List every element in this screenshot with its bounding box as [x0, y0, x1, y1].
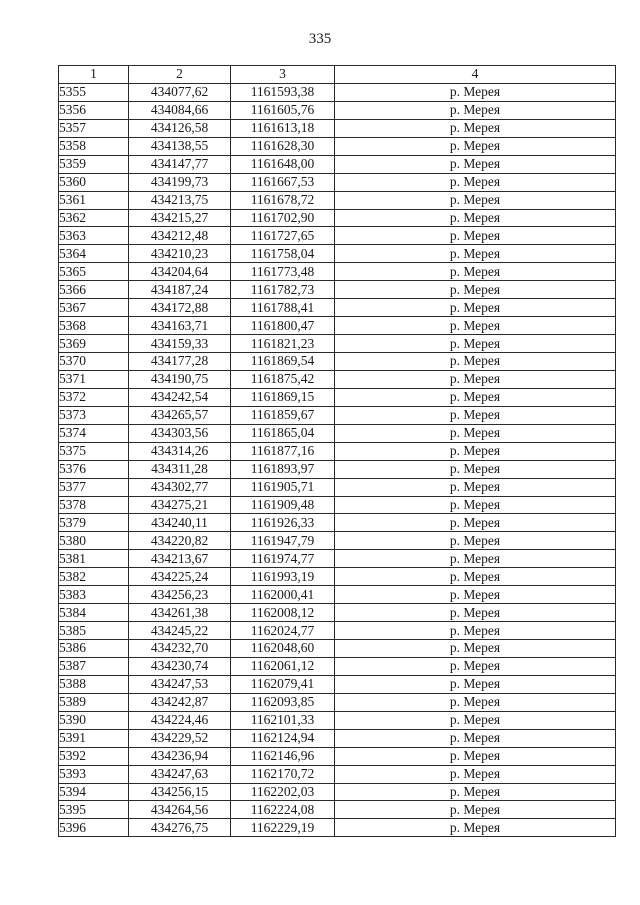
y-coordinate-cell: 1161974,77 [231, 550, 335, 568]
x-coordinate-cell: 434212,48 [129, 227, 231, 245]
x-coordinate-cell: 434138,55 [129, 137, 231, 155]
x-coordinate-cell: 434224,46 [129, 711, 231, 729]
table-header [59, 66, 616, 84]
table-row [59, 604, 616, 622]
point-number-cell: 5384 [59, 604, 129, 622]
point-number-cell: 5361 [59, 191, 129, 209]
object-name-cell: р. Мерея [335, 622, 616, 640]
object-name-cell: р. Мерея [335, 245, 616, 263]
y-coordinate-cell: 1161613,18 [231, 119, 335, 137]
coordinates-table [58, 65, 616, 837]
object-name-cell: р. Мерея [335, 101, 616, 119]
x-coordinate-cell: 434247,53 [129, 675, 231, 693]
table-row [59, 263, 616, 281]
table-row [59, 173, 616, 191]
y-coordinate-cell: 1161605,76 [231, 101, 335, 119]
object-name-cell: р. Мерея [335, 783, 616, 801]
y-coordinate-cell: 1162101,33 [231, 711, 335, 729]
x-coordinate-cell: 434256,15 [129, 783, 231, 801]
table-row [59, 137, 616, 155]
table-row [59, 281, 616, 299]
y-coordinate-cell: 1161782,73 [231, 281, 335, 299]
point-number-cell: 5392 [59, 747, 129, 765]
object-name-cell: р. Мерея [335, 675, 616, 693]
object-name-cell: р. Мерея [335, 765, 616, 783]
object-name-cell: р. Мерея [335, 640, 616, 658]
object-name-cell: р. Мерея [335, 281, 616, 299]
table-row [59, 191, 616, 209]
object-name-cell: р. Мерея [335, 317, 616, 335]
y-coordinate-cell: 1161800,47 [231, 317, 335, 335]
x-coordinate-cell: 434199,73 [129, 173, 231, 191]
table-row [59, 586, 616, 604]
point-number-cell: 5370 [59, 353, 129, 371]
x-coordinate-cell: 434177,28 [129, 353, 231, 371]
object-name-cell: р. Мерея [335, 514, 616, 532]
point-number-cell: 5372 [59, 388, 129, 406]
table-row [59, 693, 616, 711]
object-name-cell: р. Мерея [335, 406, 616, 424]
page-number: 335 [308, 31, 332, 47]
point-number-cell: 5390 [59, 711, 129, 729]
y-coordinate-cell: 1162146,96 [231, 747, 335, 765]
table-row [59, 514, 616, 532]
point-number-cell: 5381 [59, 550, 129, 568]
x-coordinate-cell: 434084,66 [129, 101, 231, 119]
point-number-cell: 5382 [59, 568, 129, 586]
x-coordinate-cell: 434242,54 [129, 388, 231, 406]
x-coordinate-cell: 434256,23 [129, 586, 231, 604]
object-name-cell: р. Мерея [335, 568, 616, 586]
x-coordinate-cell: 434213,67 [129, 550, 231, 568]
column-header-2: 2 [129, 66, 231, 84]
y-coordinate-cell: 1161678,72 [231, 191, 335, 209]
y-coordinate-cell: 1162048,60 [231, 640, 335, 658]
x-coordinate-cell: 434303,56 [129, 424, 231, 442]
y-coordinate-cell: 1162093,85 [231, 693, 335, 711]
point-number-cell: 5377 [59, 478, 129, 496]
x-coordinate-cell: 434126,58 [129, 119, 231, 137]
object-name-cell: р. Мерея [335, 442, 616, 460]
x-coordinate-cell: 434172,88 [129, 299, 231, 317]
point-number-cell: 5375 [59, 442, 129, 460]
y-coordinate-cell: 1161788,41 [231, 299, 335, 317]
object-name-cell: р. Мерея [335, 353, 616, 371]
x-coordinate-cell: 434275,21 [129, 496, 231, 514]
object-name-cell: р. Мерея [335, 693, 616, 711]
object-name-cell: р. Мерея [335, 460, 616, 478]
y-coordinate-cell: 1161875,42 [231, 370, 335, 388]
table-row [59, 747, 616, 765]
table-row [59, 101, 616, 119]
x-coordinate-cell: 434311,28 [129, 460, 231, 478]
table-row [59, 478, 616, 496]
point-number-cell: 5356 [59, 101, 129, 119]
point-number-cell: 5387 [59, 657, 129, 675]
x-coordinate-cell: 434302,77 [129, 478, 231, 496]
y-coordinate-cell: 1161947,79 [231, 532, 335, 550]
point-number-cell: 5365 [59, 263, 129, 281]
x-coordinate-cell: 434220,82 [129, 532, 231, 550]
y-coordinate-cell: 1161727,65 [231, 227, 335, 245]
point-number-cell: 5355 [59, 83, 129, 101]
point-number-cell: 5368 [59, 317, 129, 335]
object-name-cell: р. Мерея [335, 532, 616, 550]
object-name-cell: р. Мерея [335, 604, 616, 622]
object-name-cell: р. Мерея [335, 586, 616, 604]
table-row [59, 155, 616, 173]
object-name-cell: р. Мерея [335, 335, 616, 353]
point-number-cell: 5393 [59, 765, 129, 783]
y-coordinate-cell: 1162008,12 [231, 604, 335, 622]
table-row [59, 442, 616, 460]
point-number-cell: 5374 [59, 424, 129, 442]
object-name-cell: р. Мерея [335, 819, 616, 837]
y-coordinate-cell: 1162224,08 [231, 801, 335, 819]
x-coordinate-cell: 434264,56 [129, 801, 231, 819]
x-coordinate-cell: 434276,75 [129, 819, 231, 837]
table-row [59, 765, 616, 783]
y-coordinate-cell: 1162202,03 [231, 783, 335, 801]
point-number-cell: 5358 [59, 137, 129, 155]
point-number-cell: 5391 [59, 729, 129, 747]
point-number-cell: 5388 [59, 675, 129, 693]
y-coordinate-cell: 1161893,97 [231, 460, 335, 478]
x-coordinate-cell: 434187,24 [129, 281, 231, 299]
table-row [59, 496, 616, 514]
object-name-cell: р. Мерея [335, 83, 616, 101]
x-coordinate-cell: 434225,24 [129, 568, 231, 586]
object-name-cell: р. Мерея [335, 299, 616, 317]
object-name-cell: р. Мерея [335, 729, 616, 747]
table-row [59, 119, 616, 137]
x-coordinate-cell: 434210,23 [129, 245, 231, 263]
point-number-cell: 5385 [59, 622, 129, 640]
y-coordinate-cell: 1161869,54 [231, 353, 335, 371]
point-number-cell: 5367 [59, 299, 129, 317]
table-row [59, 460, 616, 478]
x-coordinate-cell: 434236,94 [129, 747, 231, 765]
point-number-cell: 5383 [59, 586, 129, 604]
y-coordinate-cell: 1162170,72 [231, 765, 335, 783]
y-coordinate-cell: 1161593,38 [231, 83, 335, 101]
x-coordinate-cell: 434232,70 [129, 640, 231, 658]
table-row [59, 227, 616, 245]
y-coordinate-cell: 1162000,41 [231, 586, 335, 604]
table-row [59, 388, 616, 406]
table-row [59, 406, 616, 424]
point-number-cell: 5389 [59, 693, 129, 711]
point-number-cell: 5371 [59, 370, 129, 388]
table-row [59, 335, 616, 353]
y-coordinate-cell: 1161926,33 [231, 514, 335, 532]
y-coordinate-cell: 1162061,12 [231, 657, 335, 675]
object-name-cell: р. Мерея [335, 478, 616, 496]
point-number-cell: 5363 [59, 227, 129, 245]
x-coordinate-cell: 434314,26 [129, 442, 231, 460]
x-coordinate-cell: 434230,74 [129, 657, 231, 675]
table-row [59, 729, 616, 747]
table-row [59, 317, 616, 335]
object-name-cell: р. Мерея [335, 496, 616, 514]
x-coordinate-cell: 434245,22 [129, 622, 231, 640]
object-name-cell: р. Мерея [335, 370, 616, 388]
point-number-cell: 5396 [59, 819, 129, 837]
point-number-cell: 5373 [59, 406, 129, 424]
y-coordinate-cell: 1161648,00 [231, 155, 335, 173]
x-coordinate-cell: 434163,71 [129, 317, 231, 335]
y-coordinate-cell: 1161758,04 [231, 245, 335, 263]
point-number-cell: 5364 [59, 245, 129, 263]
object-name-cell: р. Мерея [335, 119, 616, 137]
table-row [59, 83, 616, 101]
y-coordinate-cell: 1161877,16 [231, 442, 335, 460]
object-name-cell: р. Мерея [335, 155, 616, 173]
object-name-cell: р. Мерея [335, 747, 616, 765]
y-coordinate-cell: 1161905,71 [231, 478, 335, 496]
table-row [59, 245, 616, 263]
table-row [59, 640, 616, 658]
y-coordinate-cell: 1161869,15 [231, 388, 335, 406]
y-coordinate-cell: 1161628,30 [231, 137, 335, 155]
y-coordinate-cell: 1161909,48 [231, 496, 335, 514]
table-row [59, 550, 616, 568]
table-row [59, 568, 616, 586]
y-coordinate-cell: 1161773,48 [231, 263, 335, 281]
column-header-1: 1 [59, 66, 129, 84]
table-row [59, 532, 616, 550]
object-name-cell: р. Мерея [335, 801, 616, 819]
table-row [59, 209, 616, 227]
point-number-cell: 5378 [59, 496, 129, 514]
point-number-cell: 5360 [59, 173, 129, 191]
point-number-cell: 5376 [59, 460, 129, 478]
table-row [59, 819, 616, 837]
table-row [59, 675, 616, 693]
header-row [59, 66, 616, 84]
point-number-cell: 5362 [59, 209, 129, 227]
point-number-cell: 5395 [59, 801, 129, 819]
y-coordinate-cell: 1161702,90 [231, 209, 335, 227]
point-number-cell: 5379 [59, 514, 129, 532]
point-number-cell: 5394 [59, 783, 129, 801]
x-coordinate-cell: 434215,27 [129, 209, 231, 227]
x-coordinate-cell: 434229,52 [129, 729, 231, 747]
table-row [59, 370, 616, 388]
y-coordinate-cell: 1162229,19 [231, 819, 335, 837]
x-coordinate-cell: 434242,87 [129, 693, 231, 711]
table-body [59, 83, 616, 836]
y-coordinate-cell: 1161667,53 [231, 173, 335, 191]
y-coordinate-cell: 1161865,04 [231, 424, 335, 442]
point-number-cell: 5359 [59, 155, 129, 173]
object-name-cell: р. Мерея [335, 137, 616, 155]
point-number-cell: 5366 [59, 281, 129, 299]
point-number-cell: 5380 [59, 532, 129, 550]
x-coordinate-cell: 434247,63 [129, 765, 231, 783]
column-header-4: 4 [335, 66, 616, 84]
column-header-3: 3 [231, 66, 335, 84]
x-coordinate-cell: 434213,75 [129, 191, 231, 209]
table-row [59, 801, 616, 819]
object-name-cell: р. Мерея [335, 388, 616, 406]
table-row [59, 353, 616, 371]
object-name-cell: р. Мерея [335, 227, 616, 245]
point-number-cell: 5369 [59, 335, 129, 353]
object-name-cell: р. Мерея [335, 209, 616, 227]
table-row [59, 783, 616, 801]
object-name-cell: р. Мерея [335, 191, 616, 209]
table-row [59, 299, 616, 317]
object-name-cell: р. Мерея [335, 657, 616, 675]
x-coordinate-cell: 434147,77 [129, 155, 231, 173]
table-row [59, 711, 616, 729]
table-row [59, 657, 616, 675]
table-row [59, 622, 616, 640]
point-number-cell: 5386 [59, 640, 129, 658]
x-coordinate-cell: 434240,11 [129, 514, 231, 532]
y-coordinate-cell: 1161993,19 [231, 568, 335, 586]
y-coordinate-cell: 1162124,94 [231, 729, 335, 747]
x-coordinate-cell: 434077,62 [129, 83, 231, 101]
x-coordinate-cell: 434190,75 [129, 370, 231, 388]
y-coordinate-cell: 1161821,23 [231, 335, 335, 353]
x-coordinate-cell: 434204,64 [129, 263, 231, 281]
point-number-cell: 5357 [59, 119, 129, 137]
object-name-cell: р. Мерея [335, 550, 616, 568]
x-coordinate-cell: 434265,57 [129, 406, 231, 424]
x-coordinate-cell: 434261,38 [129, 604, 231, 622]
object-name-cell: р. Мерея [335, 711, 616, 729]
object-name-cell: р. Мерея [335, 424, 616, 442]
object-name-cell: р. Мерея [335, 173, 616, 191]
table-row [59, 424, 616, 442]
x-coordinate-cell: 434159,33 [129, 335, 231, 353]
y-coordinate-cell: 1162079,41 [231, 675, 335, 693]
y-coordinate-cell: 1162024,77 [231, 622, 335, 640]
y-coordinate-cell: 1161859,67 [231, 406, 335, 424]
object-name-cell: р. Мерея [335, 263, 616, 281]
